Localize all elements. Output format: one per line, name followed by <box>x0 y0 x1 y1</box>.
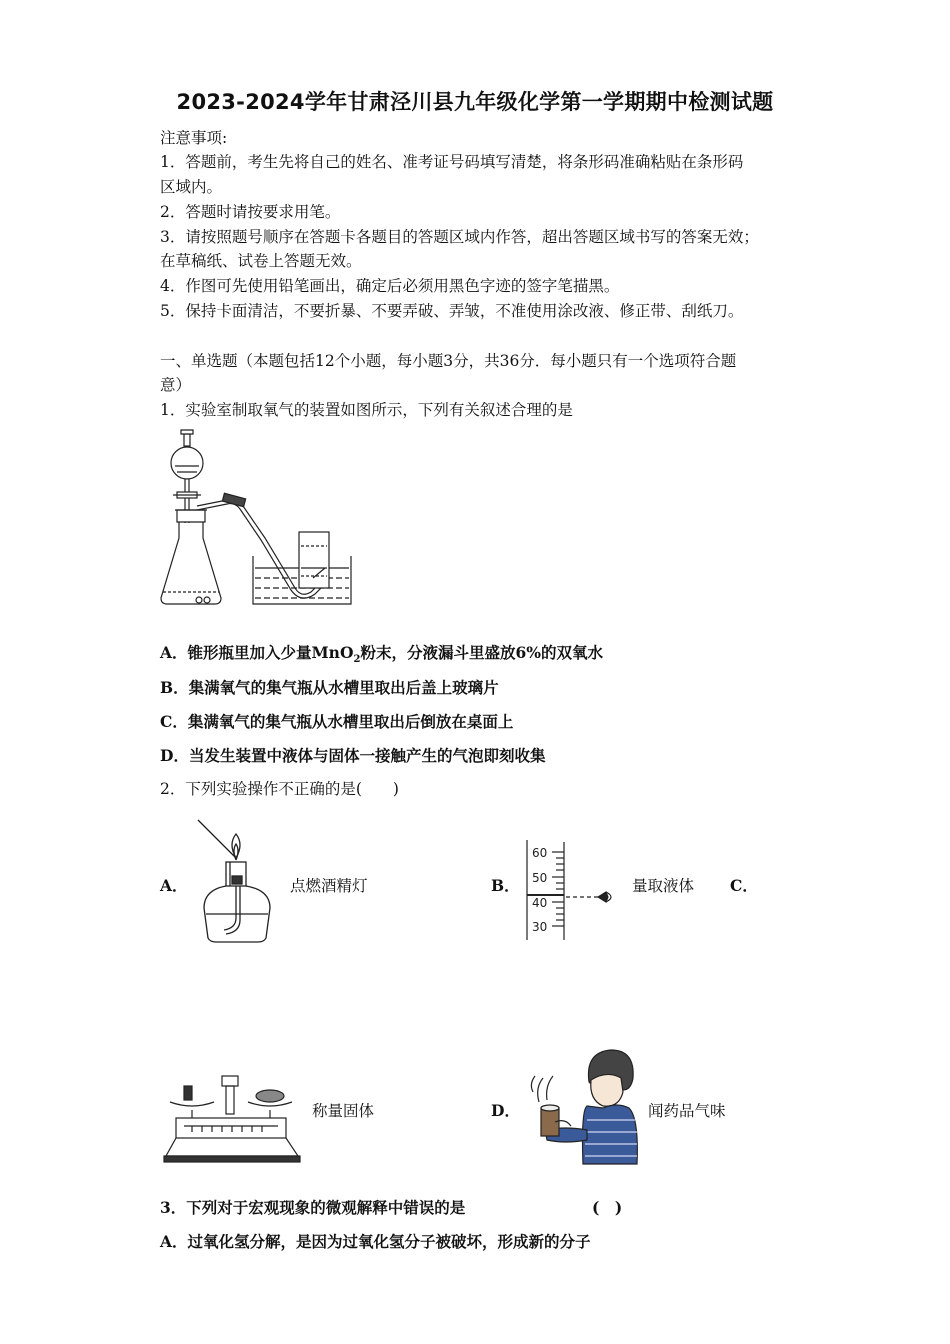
question-2-label-c[interactable]: C． <box>730 876 758 895</box>
balance-scale-figure <box>162 1072 302 1164</box>
note-line: 在草稿纸、试卷上答题无效。 <box>160 252 362 270</box>
question-3-answer-blank[interactable]: ( ) <box>592 1198 623 1217</box>
note-line: 5．保持卡面清洁，不要折暴、不要弄破、弄皱，不准使用涂改液、修正带、刮纸刀。 <box>160 302 744 320</box>
question-2-label-b[interactable]: B． <box>491 876 520 895</box>
section-heading-cont: 意） <box>160 376 192 394</box>
note-line: 1．答题前，考生先将自己的姓名、准考证号码填写清楚，将条形码准确粘贴在条形码 <box>160 153 744 171</box>
option-a-text-cont: 粉末，分液漏斗里盛放6%的双氧水 <box>360 643 603 662</box>
alcohol-lamp-figure <box>196 818 276 944</box>
question-2-label-d[interactable]: D． <box>491 1101 520 1120</box>
section-heading: 一、单选题（本题包括12个小题，每小题3分，共36分．每小题只有一个选项符合题 <box>160 352 737 370</box>
option-a-text: A．锥形瓶里加入少量MnO <box>160 643 354 662</box>
question-2-caption-b: 量取液体 <box>632 877 695 895</box>
cylinder-tick-40: 40 <box>532 896 548 910</box>
note-line: 4．作图可先使用铅笔画出，确定后必须用黑色字迹的签字笔描黑。 <box>160 277 620 295</box>
question-1-stem: 1．实验室制取氧气的装置如图所示，下列有关叙述合理的是 <box>160 401 573 419</box>
question-2-stem: 2．下列实验操作不正确的是( ) <box>160 780 399 798</box>
graduated-cylinder-figure <box>520 840 625 942</box>
question-2-caption-c: 称量固体 <box>312 1102 375 1120</box>
question-3-option-a[interactable]: A．过氧化氢分解，是因为过氧化氢分子被破坏，形成新的分子 <box>160 1232 591 1251</box>
note-line: 3．请按照题号顺序在答题卡各题目的答题区域内作答，超出答题区域书写的答案无效； <box>160 228 759 246</box>
cylinder-tick-60: 60 <box>532 846 548 860</box>
smelling-boy-figure <box>525 1048 640 1164</box>
option-a-subscript: 2 <box>353 654 361 666</box>
question-1-option-c[interactable]: C．集满氧气的集气瓶从水槽里取出后倒放在桌面上 <box>160 712 514 731</box>
question-1-option-d[interactable]: D．当发生装置中液体与固体一接触产生的气泡即刻收集 <box>160 746 546 765</box>
notes-heading: 注意事项: <box>160 129 228 147</box>
oxygen-apparatus-figure <box>155 428 365 613</box>
cylinder-tick-50: 50 <box>532 871 548 885</box>
note-line: 区域内。 <box>160 178 223 196</box>
page-title: 2023-2024学年甘肃泾川县九年级化学第一学期期中检测试题 <box>176 90 774 114</box>
question-1-option-b[interactable]: B．集满氧气的集气瓶从水槽里取出后盖上玻璃片 <box>160 678 499 697</box>
note-line: 2．答题时请按要求用笔。 <box>160 203 341 221</box>
question-2-caption-d: 闻药品气味 <box>648 1102 726 1120</box>
question-1-option-a[interactable] <box>160 641 603 666</box>
question-2-caption-a: 点燃酒精灯 <box>290 877 368 895</box>
question-3-stem: 3．下列对于宏观现象的微观解释中错误的是 <box>160 1198 466 1217</box>
question-2-label-a[interactable]: A． <box>160 876 188 895</box>
cylinder-tick-30: 30 <box>532 920 548 934</box>
